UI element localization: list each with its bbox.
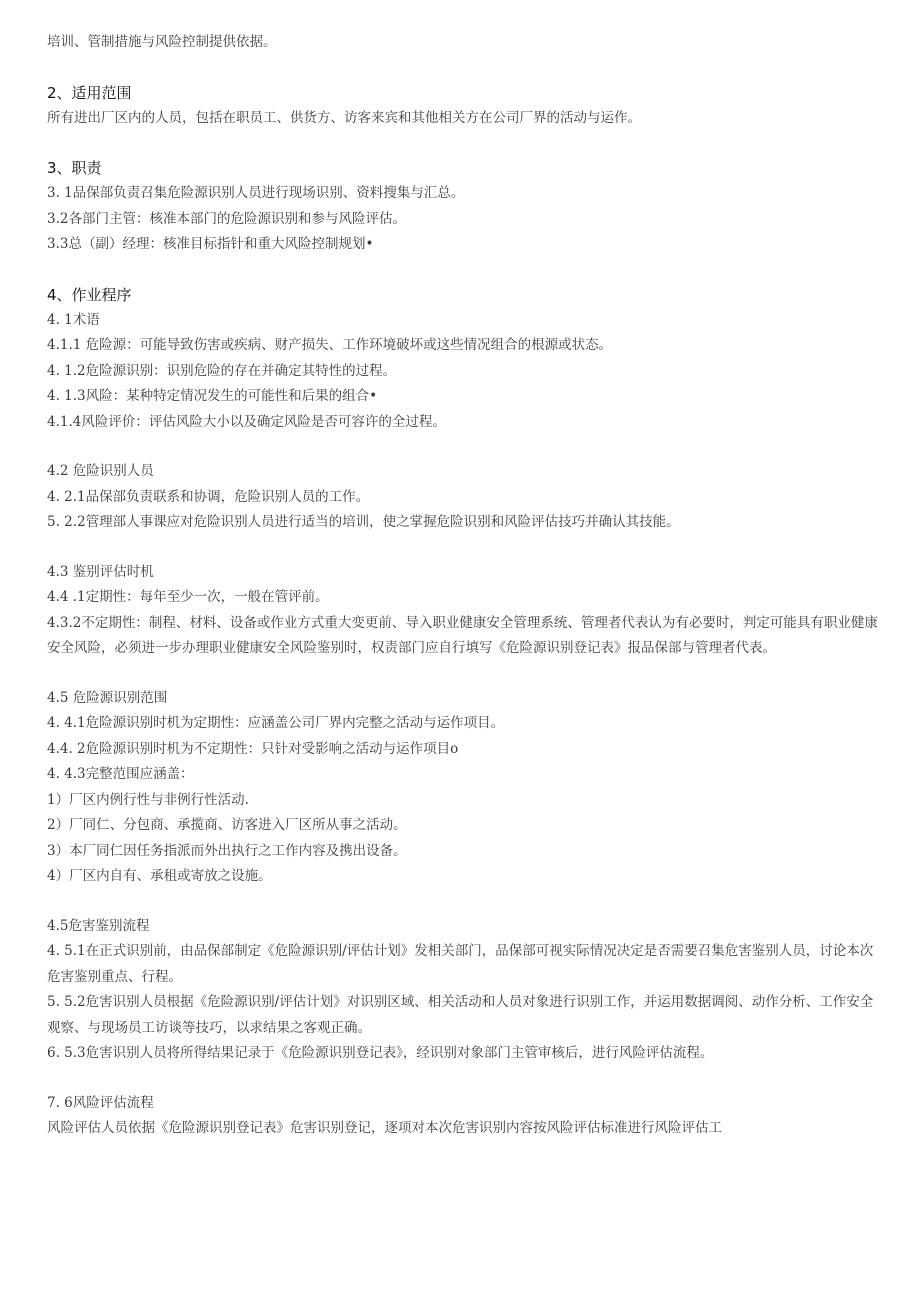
list-item: 4.4 .1定期性：每年至少一次，一般在管评前。 (47, 589, 329, 605)
list-item: 4.3.2不定期性：制程、材料、设备或作业方式重大变更前、导入职业健康安全管理系统、管理者代表认为有必要时，判定可能具有职业健康安全风险，必须进一步办理职业健康安全风险鉴别时，权责部门应自行填写《危险源识别登记表》报品保部与管理者代表。 (47, 614, 878, 656)
subsection-title: 4.5危害鉴别流程 (47, 917, 150, 934)
list-item: 4.4. 2危险源识别时机为不定期性：只针对受影响之活动与运作项目o (47, 740, 459, 757)
list-item: 3.2各部门主管：核准本部门的危险源识别和参与风险评估。 (47, 210, 406, 227)
list-item: 6. 5.3危害识别人员将所得结果记录于《危险源识别登记表》，经识别对象部门主管审核后，进行风险评估流程。 (47, 1045, 714, 1061)
paragraph: 风险评估人员依据《危险源识别登记表》危害识别登记，逐项对本次危害识别内容按风险评估标准进行风险评估工 (47, 1120, 722, 1136)
list-item: 4. 4.3完整范围应涵盖： (47, 766, 194, 782)
list-item: 1）厂区内例行性与非例行性活动. (47, 791, 249, 808)
list-item: 4. 4.1危险源识别时机为定期性：应涵盖公司厂界内完整之活动与运作项目。 (47, 715, 505, 731)
list-item: 3. 1品保部负责召集危险源识别人员进行现场识别、资料搜集与汇总。 (47, 185, 465, 201)
list-item: 2）厂同仁、分包商、承揽商、访客进入厂区所从事之活动。 (47, 817, 407, 833)
intro-tail-text: 培训、管制措施与风险控制提供依据。 (47, 34, 277, 50)
subsection-title: 4.5 危险源识别范围 (47, 689, 168, 706)
list-item: 3）本厂同仁因任务指派而外出执行之工作内容及携出设备。 (47, 842, 407, 859)
section-responsibilities (47, 155, 881, 258)
subsection-title: 4. 1术语 (47, 311, 100, 328)
section-scope-of-application (47, 80, 881, 132)
list-item: 4）厂区内自有、承租或寄放之设施。 (47, 868, 272, 884)
document-body (47, 30, 881, 1142)
list-item: 4. 5.1在正式识别前，由品保部制定《危险源识别/评估计划》发相关部门，品保部可视实际情况决定是否需要召集危害鉴别人员，讨论本次危害鉴别重点、行程。 (47, 943, 874, 985)
subsection-title: 4.3 鉴别评估时机 (47, 563, 154, 580)
list-item: 4. 1.3风险：某种特定情况发生的可能性和后果的组合• (47, 388, 378, 404)
list-item: 3.3总（副）经理：核准目标指针和重大风险控制规划• (47, 236, 374, 252)
list-item: 4.1.1 危险源：可能导致伤害或疾病、财产损失、工作环境破坏或这些情况组合的根源或状态。 (47, 337, 613, 353)
section-procedure (47, 282, 881, 1142)
section-heading: 4、作业程序 (47, 285, 132, 304)
list-item: 4. 2.1品保部负责联系和协调，危险识别人员的工作。 (47, 488, 370, 505)
paragraph: 所有进出厂区内的人员，包括在职员工、供货方、访客来宾和其他相关方在公司厂界的活动与运作。 (47, 109, 641, 126)
section-heading: 2、适用范围 (47, 83, 132, 102)
list-item: 4. 1.2危险源识别：识别危险的存在并确定其特性的过程。 (47, 362, 397, 379)
list-item: 5. 2.2管理部人事课应对危险识别人员进行适当的培训，使之掌握危险识别和风险评估技巧并确认其技能。 (47, 514, 680, 530)
subsection-title: 4.2 危险识别人员 (47, 463, 154, 479)
subsection-title: 7. 6风险评估流程 (47, 1094, 154, 1111)
list-item: 4.1.4风险评价：评估风险大小以及确定风险是否可容许的全过程。 (47, 413, 446, 430)
list-item: 5. 5.2危害识别人员根据《危险源识别/评估计划》对识别区域、相关活动和人员对象进行识别工作，并运用数据调阅、动作分析、工作安全观察、与现场员工访谈等技巧，以求结果之客观正确。 (47, 994, 874, 1036)
section-heading: 3、职责 (47, 159, 102, 177)
